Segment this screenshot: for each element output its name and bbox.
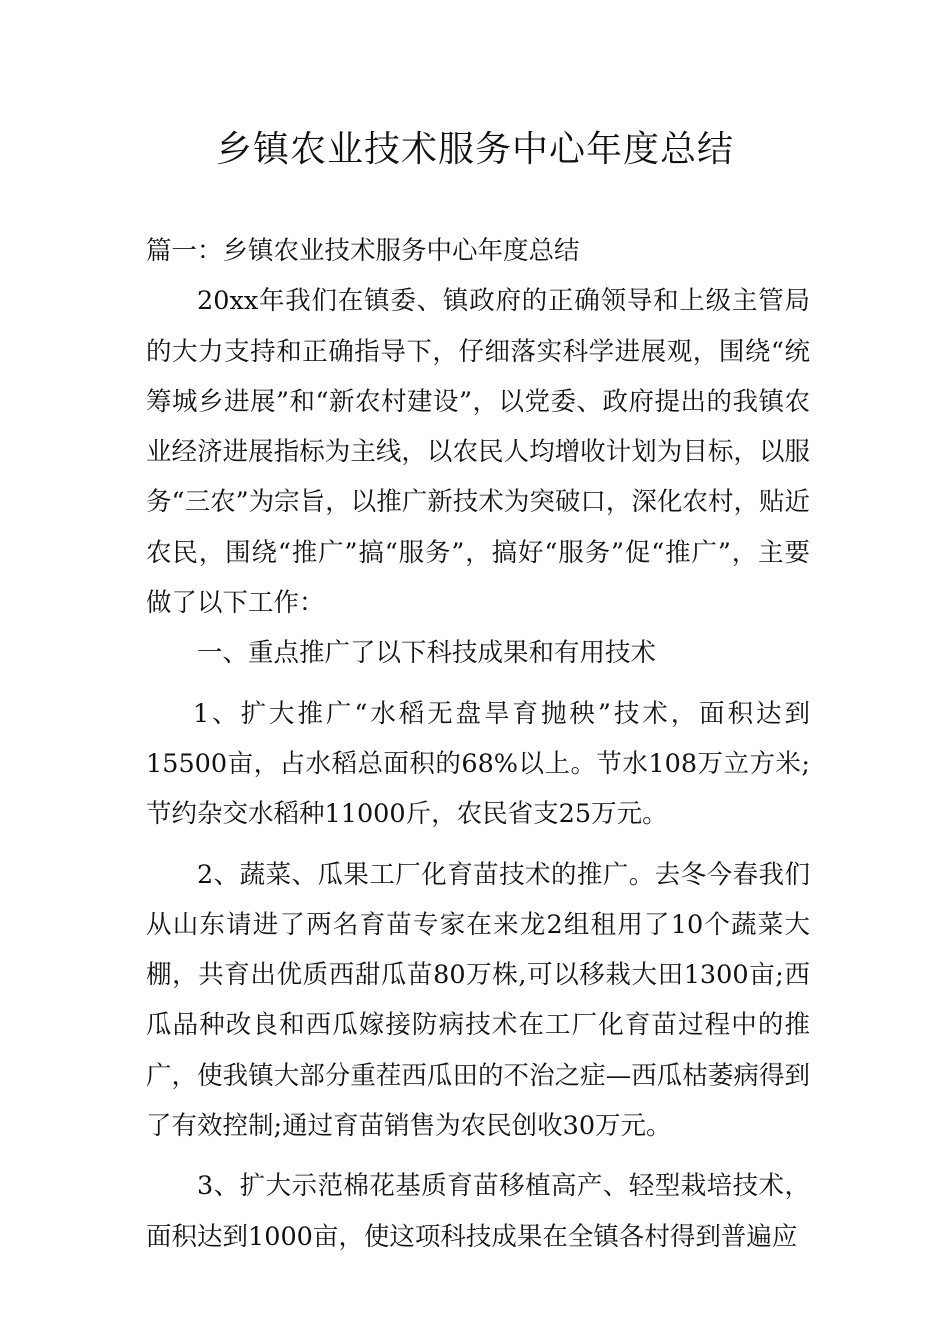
section-label: 篇一：乡镇农业技术服务中心年度总结 <box>146 236 580 266</box>
paragraph-item-3: 3、扩大示范棉花基质育苗移植高产、轻型栽培技术，面积达到1000亩，使这项科技成果在全镇各村得到普遍应 <box>146 1171 810 1252</box>
heading-one: 一、重点推广了以下科技成果和有用技术 <box>197 638 657 669</box>
paragraph-item-2: 2、蔬菜、瓜果工厂化育苗技术的推广。去冬今春我们从山东请进了两名育苗专家在来龙2组租用了10个蔬菜大棚，共育出优质西甜瓜苗80万株,可以移栽大田1300亩;西瓜品种改良和西瓜嫁接防病技术在工厂化育苗过程中的推广，使我镇大部分重茬西瓜田的不治之症—西瓜枯萎病得到了有效控制;通过育苗销售为农民创收30万元。 <box>146 859 810 1142</box>
document-body <box>146 226 810 1262</box>
paragraph-item-1: 1、扩大推广“水稻无盘旱育抛秧”技术，面积达到15500亩，占水稻总面积的68%以上。节水108万立方米;节约杂交水稻种11000斤，农民省支25万元。 <box>146 698 810 830</box>
paragraph-intro: 20xx年我们在镇委、镇政府的正确领导和上级主管局的大力支持和正确指导下，仔细落实科学进展观，围绕“统筹城乡进展”和“新农村建设”，以党委、政府提出的我镇农业经济进展指标为主线，以农民人均增收计划为目标，以服务“三农”为宗旨，以推广新技术为突破口，深化农村，贴近农民，围绕“推广”搞“服务”，搞好“服务”促“推广”，主要做了以下工作： <box>146 286 810 619</box>
document-title: 乡镇农业技术服务中心年度总结 <box>215 129 734 170</box>
